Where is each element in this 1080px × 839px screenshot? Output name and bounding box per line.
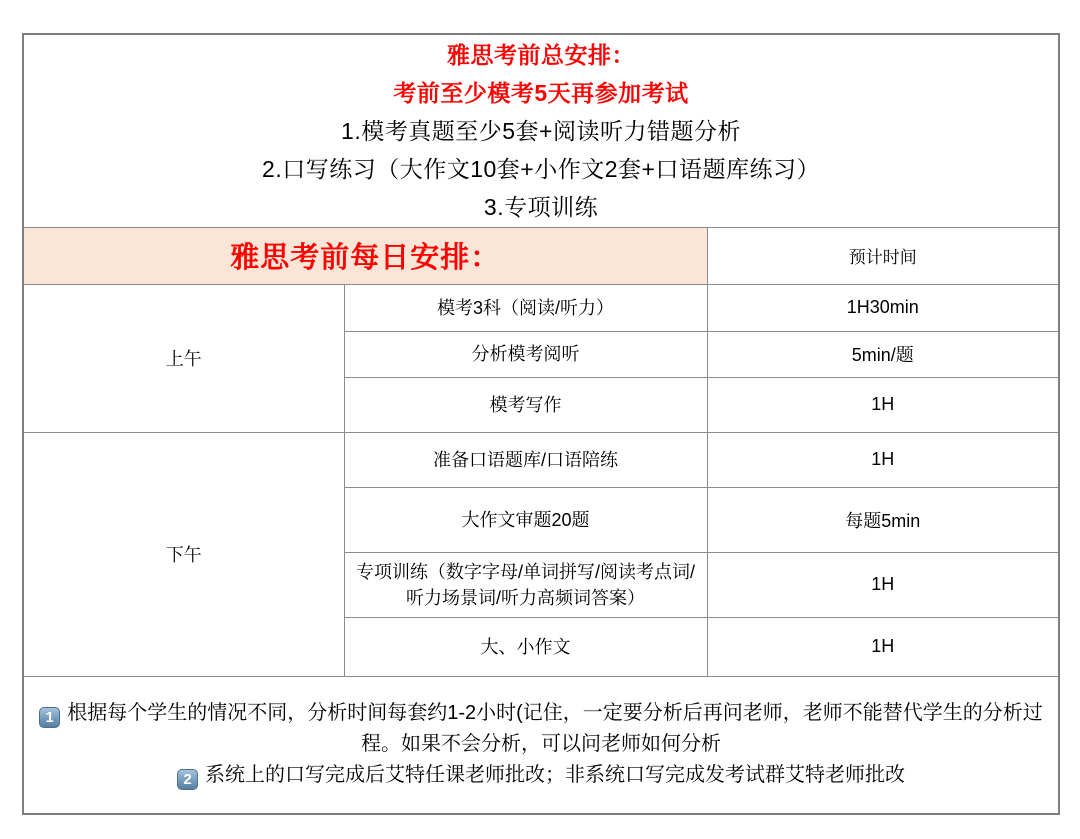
time-column-header: 预计时间 (707, 227, 1059, 284)
activity-cell: 大、小作文 (344, 617, 707, 676)
note-1-text: 根据每个学生的情况不同，分析时间每套约1-2小时(记住，一定要分析后再问老师，老师不能替代学生的分析过程。如果不会分析，可以问老师如何分析 (67, 702, 1043, 756)
ielts-schedule-table (22, 33, 1060, 815)
time-cell: 每题5min (707, 487, 1059, 552)
intro-item-1: 1.模考真题至少5套+阅读听力错题分析 (341, 117, 741, 144)
intro-block (23, 34, 1059, 227)
note-2-text: 系统上的口写完成后艾特任课老师批改；非系统口写完成发考试群艾特老师批改 (205, 764, 905, 787)
activity-cell: 模考写作 (344, 377, 707, 432)
daily-title-cell (23, 227, 707, 284)
time-cell: 5min/题 (707, 331, 1059, 377)
period-cell-afternoon: 下午 (23, 432, 344, 676)
activity-cell: 模考3科（阅读/听力） (344, 284, 707, 331)
activity-cell: 分析模考阅听 (344, 331, 707, 377)
time-cell: 1H (707, 432, 1059, 487)
activity-cell: 大作文审题20题 (344, 487, 707, 552)
notes-block (23, 676, 1059, 814)
daily-title: 雅思考前每日安排： (230, 242, 501, 274)
keycap-1-icon: 1 (39, 707, 60, 728)
activity-cell: 专项训练（数字字母/单词拼写/阅读考点词/听力场景词/听力高频词答案） (344, 552, 707, 617)
time-cell: 1H30min (707, 284, 1059, 331)
note-1 (34, 698, 1048, 760)
time-cell: 1H (707, 552, 1059, 617)
keycap-2-icon: 2 (177, 769, 198, 790)
intro-subtitle: 考前至少模考5天再参加考试 (393, 79, 689, 106)
intro-item-3: 3.专项训练 (483, 193, 599, 220)
activity-cell: 准备口语题库/口语陪练 (344, 432, 707, 487)
intro-item-2: 2.口写练习（大作文10套+小作文2套+口语题库练习） (262, 155, 820, 182)
intro-title: 雅思考前总安排： (447, 41, 635, 68)
time-cell: 1H (707, 617, 1059, 676)
time-cell: 1H (707, 377, 1059, 432)
period-cell-morning: 上午 (23, 284, 344, 432)
note-2 (34, 760, 1048, 791)
